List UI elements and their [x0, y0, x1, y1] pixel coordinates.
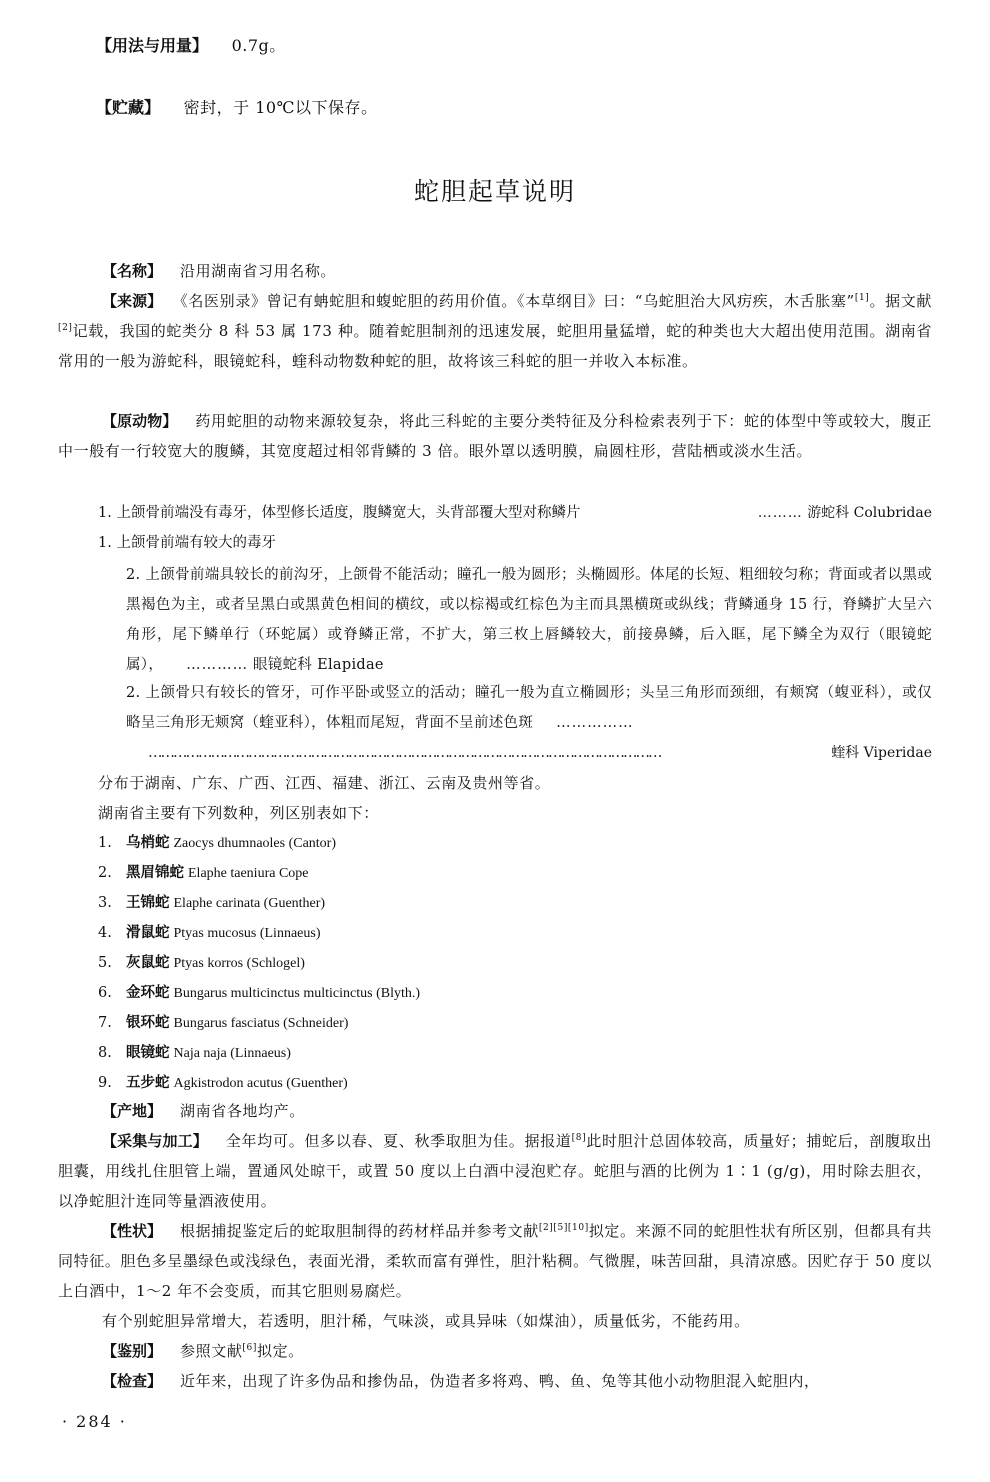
species-number: 6.: [98, 985, 112, 1001]
species-number: 9.: [98, 1075, 112, 1091]
species-item: [98, 1008, 348, 1039]
reference-8: [8]: [571, 1133, 587, 1143]
leader-dots: ……………: [556, 715, 634, 731]
section-properties: [58, 1216, 932, 1306]
species-latin-name: Bungarus multicinctus multicinctus (Blyth.): [173, 986, 421, 1001]
section-animal-label: 【原动物】: [102, 412, 178, 430]
species-chinese-name: 乌梢蛇: [126, 835, 170, 851]
species-latin-name: Zaocys dhumnaoles (Cantor): [173, 836, 337, 851]
key-item-2a: [126, 560, 932, 680]
species-chinese-name: 黑眉锦蛇: [126, 865, 184, 881]
key-result-colubridae: 游蛇科 Colubridae: [807, 505, 932, 521]
species-item: [98, 948, 305, 979]
page-number: · 284 ·: [62, 1412, 127, 1431]
species-chinese-name: 眼镜蛇: [126, 1045, 170, 1061]
usage-dosage-entry: [96, 36, 286, 56]
key-result-elapidae: 眼镜蛇科 Elapidae: [253, 657, 384, 673]
key-item-1a-text: 1. 上颌骨前端没有毒牙，体型修长适度，腹鳞宽大，头背部覆大型对称鳞片: [98, 505, 581, 521]
document-title: 蛇胆起草说明: [413, 177, 576, 206]
section-identification-text-b: 拟定。: [256, 1342, 304, 1360]
section-origin: [58, 1096, 932, 1126]
section-properties-note: 有个别蛇胆异常增大，若透明，胆汁稀，气味淡，或具异味（如煤油），质量低劣，不能药用。: [102, 1312, 750, 1330]
species-number: 8.: [98, 1045, 112, 1061]
species-number: 1.: [98, 835, 112, 851]
section-source-text-a: 《名医别录》曾记有蚺蛇胆和蝮蛇胆的药用价值。《本草纲目》曰：“乌蛇胆治大风疠疾，木舌胀塞”: [180, 292, 855, 310]
species-intro: 湖南省主要有下列数种，列区别表如下：: [98, 804, 379, 822]
storage-entry: [96, 98, 377, 118]
species-chinese-name: 灰鼠蛇: [126, 955, 170, 971]
species-chinese-name: 王锦蛇: [126, 895, 170, 911]
species-number: 3.: [98, 895, 112, 911]
species-chinese-name: 金环蛇: [126, 985, 170, 1001]
species-number: 2.: [98, 865, 112, 881]
key-result-viperidae: 蝰科 Viperidae: [831, 745, 932, 761]
species-item: [98, 888, 325, 919]
section-identification: [58, 1336, 932, 1366]
section-inspection: [58, 1366, 932, 1396]
storage-text: 密封，于 10℃以下保存。: [183, 98, 378, 117]
section-properties-label: 【性状】: [102, 1222, 163, 1240]
key-item-1b-text: 1. 上颌骨前端有较大的毒牙: [98, 535, 276, 551]
usage-dosage-text: 0.7g。: [231, 36, 286, 55]
section-name-text: 沿用湖南省习用名称。: [180, 262, 337, 280]
usage-dosage-label: 【用法与用量】: [96, 36, 209, 55]
section-source-text-b: 。据文献: [869, 292, 932, 310]
reference-2-5-10: [2][5][10]: [538, 1223, 589, 1233]
storage-label: 【贮藏】: [96, 98, 161, 117]
section-collection-text-b: 此时胆汁总固体较高，质量好；捕蛇后，剖腹取出胆囊，用线扎住胆管上端，置通风处晾干，或置 50 度以上白酒中浸泡贮存。蛇胆与酒的比例为 1∶1 (g/g)，用时除去胆衣，以净蛇胆汁连同等量酒液使用。: [58, 1132, 933, 1210]
section-inspection-text: 近年来，出现了许多伪品和掺伪品，伪造者多将鸡、鸭、鱼、兔等其他小动物胆混入蛇胆内，: [180, 1372, 820, 1390]
key-item-1a-result: [758, 498, 932, 528]
section-animal-text: 药用蛇胆的动物来源较复杂，将此三科蛇的主要分类特征及分科检索表列于下：蛇的体型中等或较大，腹正中一般有一行较宽大的腹鳞，其宽度超过相邻背鳞的 3 倍。眼外罩以透明膜，扁圆柱形，营陆栖或淡水生活。: [58, 412, 932, 460]
key-item-2b-result: [148, 738, 932, 768]
section-collection: [58, 1126, 932, 1216]
section-source: [58, 286, 932, 376]
section-inspection-label: 【检查】: [102, 1372, 163, 1390]
reference-6: [6]: [242, 1343, 257, 1353]
species-number: 7.: [98, 1015, 112, 1031]
section-source-label: 【来源】: [102, 292, 163, 310]
section-name-label: 【名称】: [102, 262, 163, 280]
species-item: [98, 1068, 348, 1099]
species-latin-name: Naja naja (Linnaeus): [173, 1046, 291, 1061]
key-result-viperidae-wrap: [825, 738, 932, 768]
section-identification-label: 【鉴别】: [102, 1342, 163, 1360]
leader-dots: ………: [757, 505, 803, 521]
section-properties-text-b: 拟定。来源不同的蛇胆性状有所区别，但都具有共同特征。胆色多呈墨绿色或浅绿色，表面光滑，柔软而富有弹性，胆汁粘稠。气微腥，味苦回甜，具清凉感。因贮存于 50 度以上白酒中，1～2 年不会变质，而其它胆则易腐烂。: [58, 1222, 933, 1300]
section-source-text-c: 记载，我国的蛇类分 8 科 53 属 173 种。随着蛇胆制剂的迅速发展，蛇胆用量猛增，蛇的种类也大大超出使用范围。湖南省常用的一般为游蛇科，眼镜蛇科，蝰科动物数种蛇的胆，故将该三科蛇的胆一并收入本标准。: [58, 322, 932, 370]
section-identification-text-a: 参照文献: [180, 1342, 243, 1360]
key-item-2a-text: 2. 上颌骨前端具较长的前沟牙，上颌骨不能活动；瞳孔一般为圆形；头椭圆形。体尾的长短、粗细较匀称；背面或者以黑或黑褐色为主，或者呈黑白或黑黄色相间的横纹，或以棕褐或红棕色为主而具黑横斑或纵线；背鳞通身 15 行，脊鳞扩大呈六角形，尾下鳞单行（环蛇属）或脊鳞正常，不扩大，第三枚上唇鳞较大，前接鼻鳞，后入眶，尾下鳞全为双行（眼镜蛇属），: [126, 567, 932, 673]
section-animal: [58, 406, 932, 466]
section-origin-text: 湖南省各地均产。: [180, 1102, 305, 1120]
species-chinese-name: 五步蛇: [126, 1075, 170, 1091]
key-item-2b-text: 2. 上颌骨只有较长的管牙，可作平卧或竖立的活动；瞳孔一般为直立椭圆形；头呈三角形而颈细，有颊窝（蝮亚科），或仅略呈三角形无颊窝（蝰亚科），体粗而尾短，背面不呈前述色斑: [126, 685, 932, 731]
species-item: [98, 1038, 291, 1069]
species-item: [98, 828, 336, 859]
key-item-1a: [98, 498, 580, 528]
species-number: 5.: [98, 955, 112, 971]
key-item-2b: [126, 678, 932, 738]
section-collection-label: 【采集与加工】: [102, 1132, 208, 1150]
species-chinese-name: 滑鼠蛇: [126, 925, 170, 941]
key-item-1b: [98, 528, 276, 558]
species-latin-name: Elaphe taeniura Cope: [188, 866, 309, 881]
section-properties-text-a: 根据捕捉鉴定后的蛇取胆制得的药材样品并参考文献: [180, 1222, 539, 1240]
reference-2: [2]: [58, 323, 73, 333]
section-collection-text-a: 全年均可。但多以春、夏、秋季取胆为佳。据报道: [225, 1132, 572, 1150]
leader-dots: …………: [186, 657, 249, 673]
species-latin-name: Bungarus fasciatus (Schneider): [173, 1016, 349, 1031]
species-item: [98, 858, 309, 889]
section-name: [58, 256, 932, 286]
section-origin-label: 【产地】: [102, 1102, 163, 1120]
species-item: [98, 978, 420, 1009]
leader-dots: ……………………………………………………………………………………………………………: [148, 745, 661, 761]
species-latin-name: Ptyas mucosus (Linnaeus): [173, 926, 321, 941]
species-latin-name: Elaphe carinata (Guenther): [173, 896, 326, 911]
species-latin-name: Agkistrodon acutus (Guenther): [173, 1076, 348, 1091]
reference-1: [1]: [854, 293, 870, 303]
species-chinese-name: 银环蛇: [126, 1015, 170, 1031]
species-latin-name: Ptyas korros (Schlogel): [173, 956, 305, 971]
distribution: 分布于湖南、广东、广西、江西、福建、浙江、云南及贵州等省。: [98, 774, 551, 792]
species-number: 4.: [98, 925, 112, 941]
species-item: [98, 918, 320, 949]
